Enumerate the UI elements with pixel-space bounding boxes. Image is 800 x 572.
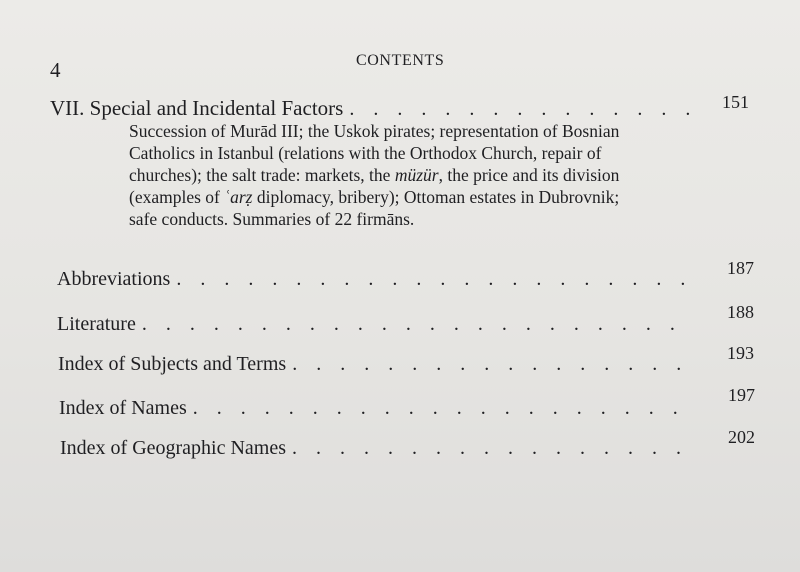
toc-entry-index-geographic: [60, 437, 700, 460]
toc-entry-index-names: [59, 397, 699, 420]
toc-entry-title: Abbreviations: [57, 268, 171, 290]
dot-leader: [292, 437, 694, 460]
toc-entry-abbreviations: [57, 268, 697, 291]
toc-entry-title: Index of Names: [59, 397, 187, 419]
summary-line: safe conducts. Summaries of 22 firmāns.: [129, 209, 415, 229]
summary-line: churches); the salt trade: markets, the müzür, the price and its division: [129, 165, 620, 185]
chapter-summary: [129, 120, 729, 230]
toc-entry-index-subjects: [58, 353, 698, 376]
toc-entry-title: VII. Special and Incidental Factors: [50, 96, 344, 120]
toc-entry-page: 188: [727, 302, 754, 322]
toc-entry-page: 187: [727, 258, 754, 278]
summary-line: Succession of Murād III; the Uskok pirates; representation of Bosnian: [129, 121, 620, 141]
toc-entry-page: 193: [727, 343, 754, 363]
running-head: CONTENTS: [356, 52, 445, 69]
dot-leader: [142, 313, 691, 336]
page-number: 4: [50, 58, 61, 82]
dot-leader: [176, 268, 691, 291]
toc-entry-title: Index of Geographic Names: [60, 437, 287, 459]
toc-entry-page: 202: [728, 427, 755, 447]
summary-line: (examples of ʿarẓ diplomacy, bribery); Ottoman estates in Dubrovnik;: [129, 187, 620, 207]
toc-entry-page: 151: [722, 92, 749, 112]
dot-leader: [292, 353, 692, 376]
toc-entry-literature: [57, 313, 697, 336]
toc-entry-title: Literature: [57, 313, 136, 335]
toc-entry-chapter-vii: [50, 96, 700, 121]
dot-leader: [193, 397, 693, 420]
toc-entry-title: Index of Subjects and Terms: [58, 353, 287, 375]
summary-line: Catholics in Istanbul (relations with the Orthodox Church, repair of: [129, 143, 602, 163]
dot-leader: [349, 98, 694, 121]
toc-entry-page: 197: [728, 385, 755, 405]
